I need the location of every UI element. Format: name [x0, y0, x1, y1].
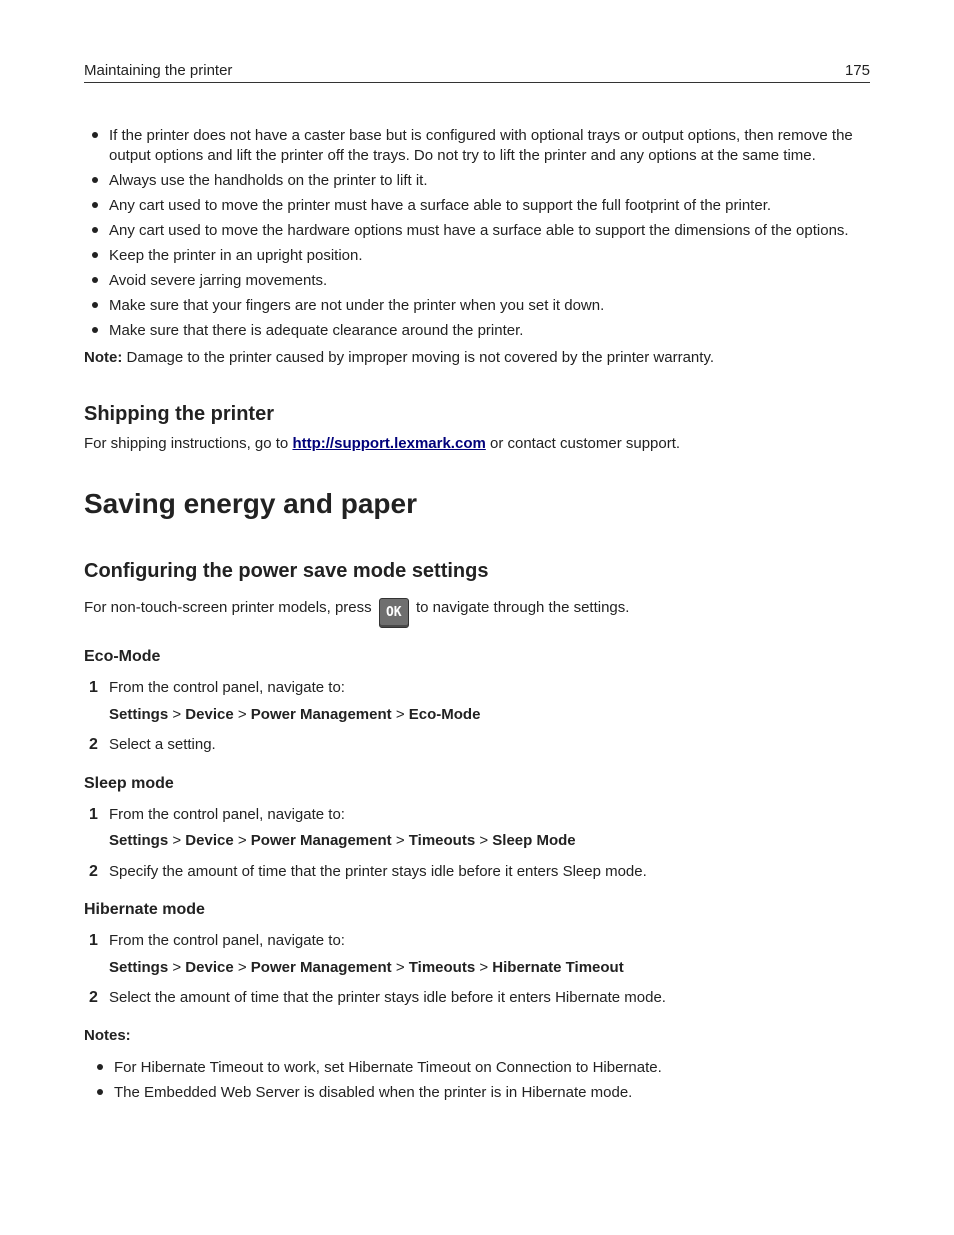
- saving-energy-heading: Saving energy and paper: [84, 488, 417, 519]
- path-segment: Device: [185, 958, 234, 976]
- path-separator: >: [391, 958, 409, 976]
- moving-precautions-list: [84, 126, 870, 340]
- list-item: Make sure that there is adequate clearance around the printer.: [84, 321, 870, 341]
- step-text: From the control panel, navigate to:: [109, 932, 345, 949]
- path-separator: >: [168, 705, 186, 723]
- step-item: [84, 735, 870, 755]
- step-number: 2: [89, 862, 98, 880]
- support-link[interactable]: http://support.lexmark.com: [292, 434, 486, 452]
- step-text: From the control panel, navigate to:: [109, 805, 345, 823]
- step-item: [84, 988, 870, 1008]
- path-segment: Timeouts: [408, 958, 476, 976]
- step-item: [84, 931, 870, 977]
- menu-path: [109, 831, 870, 851]
- power-save-intro: [84, 598, 870, 628]
- list-item: Keep the printer in an upright position.: [84, 246, 870, 266]
- path-segment: Power Management: [250, 705, 392, 723]
- path-separator: >: [391, 832, 409, 849]
- eco-mode-heading: Eco-Mode: [84, 648, 161, 665]
- shipping-text-after: or contact customer support.: [485, 434, 681, 452]
- note-label: Note:: [84, 349, 123, 366]
- list-item: For Hibernate Timeout to work, set Hibernate Timeout on Connection to Hibernate.: [84, 1058, 870, 1078]
- step-item: [84, 862, 870, 882]
- step-number: 2: [89, 989, 98, 1006]
- path-separator: >: [233, 958, 251, 976]
- header-page-number: 175: [844, 62, 870, 79]
- path-separator: >: [233, 832, 251, 849]
- sleep-mode-steps: [84, 805, 870, 882]
- shipping-heading: Shipping the printer: [84, 402, 274, 425]
- hibernate-mode-steps: [84, 931, 870, 1008]
- shipping-text-before: For shipping instructions, go to: [84, 434, 293, 452]
- step-text: From the control panel, navigate to:: [109, 679, 345, 696]
- list-item: Any cart used to move the hardware options must have a surface able to support the dimensions of the options.: [84, 221, 870, 241]
- step-text: Specify the amount of time that the printer stays idle before it enters Sleep mode.: [109, 862, 647, 880]
- path-separator: >: [475, 832, 493, 849]
- notes-list: [84, 1058, 870, 1103]
- eco-mode-steps: [84, 678, 870, 755]
- list-item: If the printer does not have a caster base but is configured with optional trays or output options, then remove the output options and lift the printer off the trays. Do not try to lift the printer and any options at the same time.: [84, 126, 870, 165]
- path-segment: Device: [185, 832, 234, 849]
- path-segment: Settings: [109, 958, 169, 976]
- intro-text-before: For non-touch-screen printer models, press: [84, 599, 376, 616]
- step-item: [84, 805, 870, 851]
- power-save-heading: Configuring the power save mode settings: [84, 560, 489, 582]
- path-separator: >: [168, 832, 186, 849]
- path-segment: Device: [185, 705, 234, 723]
- list-item: Avoid severe jarring movements.: [84, 271, 870, 291]
- moving-note: [84, 348, 870, 368]
- step-item: [84, 678, 870, 724]
- menu-path: [109, 705, 870, 725]
- notes-label: Notes:: [84, 1026, 131, 1044]
- path-segment: Power Management: [250, 832, 392, 849]
- path-separator: >: [168, 958, 186, 976]
- shipping-paragraph: [84, 434, 870, 454]
- path-segment: Hibernate Timeout: [492, 958, 624, 976]
- path-segment: Eco-Mode: [408, 705, 481, 723]
- step-number: 1: [89, 805, 98, 823]
- path-separator: >: [233, 705, 251, 723]
- ok-button-icon: OK: [379, 598, 409, 628]
- sleep-mode-heading: Sleep mode: [84, 774, 174, 792]
- path-segment: Settings: [109, 832, 169, 849]
- note-text: Damage to the printer caused by improper moving is not covered by the printer warranty.: [122, 349, 715, 366]
- path-separator: >: [475, 958, 493, 976]
- path-segment: Settings: [109, 705, 169, 723]
- step-number: 2: [89, 736, 98, 753]
- page-content: [84, 126, 870, 1108]
- list-item: Make sure that your fingers are not under the printer when you set it down.: [84, 296, 870, 316]
- intro-text-after: to navigate through the settings.: [411, 599, 630, 616]
- list-item: The Embedded Web Server is disabled when the printer is in Hibernate mode.: [84, 1083, 870, 1103]
- path-segment: Timeouts: [408, 832, 476, 849]
- menu-path: [109, 958, 870, 978]
- page-header: [84, 60, 870, 83]
- step-text: Select the amount of time that the printer stays idle before it enters Hibernate mode.: [109, 989, 666, 1006]
- step-number: 1: [89, 932, 98, 949]
- step-number: 1: [89, 679, 98, 696]
- step-text: Select a setting.: [109, 736, 216, 753]
- list-item: Any cart used to move the printer must have a surface able to support the full footprint of the printer.: [84, 196, 870, 216]
- path-segment: Power Management: [250, 958, 392, 976]
- path-segment: Sleep Mode: [492, 832, 576, 849]
- list-item: Always use the handholds on the printer to lift it.: [84, 171, 870, 191]
- path-separator: >: [391, 705, 409, 723]
- hibernate-mode-heading: Hibernate mode: [84, 901, 205, 918]
- header-section-title: Maintaining the printer: [84, 62, 233, 79]
